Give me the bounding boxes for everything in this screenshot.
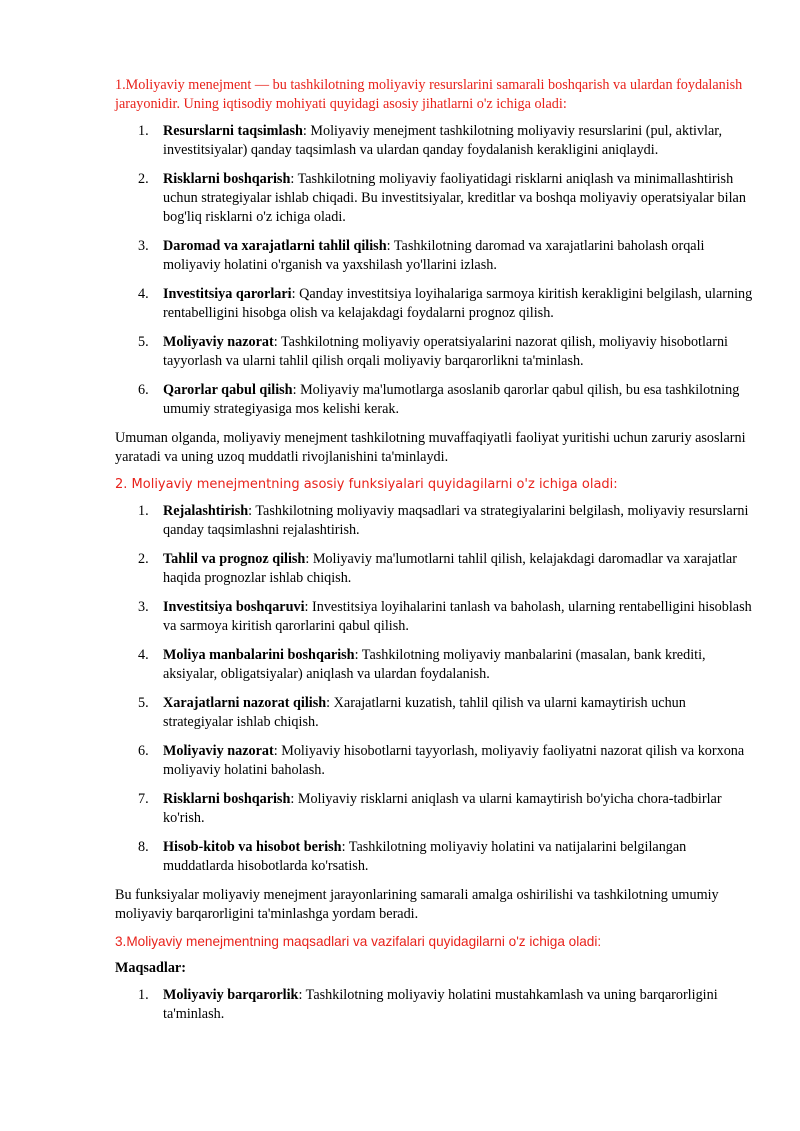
item-text: : Tashkilotning moliyaviy holatini va natijalarini belgilangan muddatlarda hisobotlarda ko'rsatish.: [163, 839, 687, 874]
list-item: 2. Risklarni boshqarish: Tashkilotning moliyaviy faoliyatidagi risklarni aniqlash va minimallashtirish uchun strategiyalar ishlab chiqadi. Bu investitsiyalar, kreditlar va boshqa moliyaviy operatsiyalar bilan bog'liq risklarni o'z ichiga oladi.: [138, 171, 746, 225]
item-term: Hisob-kitob va hisobot berish: [163, 839, 342, 855]
list-item: 5. Moliyaviy nazorat: Tashkilotning moliyaviy operatsiyalarini nazorat qilish, moliyaviy hisobotlarni tayyorlash va ularni tahlil qilish orqali moliyaviy barqarorlikni ta'minlash.: [138, 334, 728, 369]
list-item: 7. Risklarni boshqarish: Moliyaviy risklarni aniqlash va ularni kamaytirish bo'yicha chora-tadbirlar ko'rish.: [138, 791, 722, 826]
item-term: Investitsiya boshqaruvi: [163, 599, 305, 615]
item-term: Rejalashtirish: [163, 503, 249, 519]
document-page: [115, 76, 755, 1034]
section2-list: [115, 502, 755, 876]
item-term: Tahlil va prognoz qilish: [163, 551, 306, 567]
item-term: Moliyaviy nazorat: [163, 334, 274, 350]
item-term: Qarorlar qabul qilish: [163, 382, 293, 398]
item-term: Investitsiya qarorlari: [163, 286, 292, 302]
list-item: 6. Qarorlar qabul qilish: Moliyaviy ma'lumotlarga asoslanib qarorlar qabul qilish, bu esa tashkilotning umumiy strategiyasiga mos kelishi kerak.: [138, 382, 740, 417]
item-text: : Moliyaviy menejment tashkilotning moliyaviy resurslarini (pul, aktivlar, investitsiyalar) qanday taqsimlash va ulardan qanday foydalanish kerakligini aniqlaydi.: [163, 123, 722, 158]
item-term: Risklarni boshqarish: [163, 171, 291, 187]
item-text: : Tashkilotning moliyaviy maqsadlari va strategiyalarini belgilash, moliyaviy resurslarni qanday taqsimlashni rejalashtirish.: [163, 503, 749, 538]
item-text: : Moliyaviy ma'lumotlarga asoslanib qarorlar qabul qilish, bu esa tashkilotning umumiy strategiyasiga mos kelishi kerak.: [163, 382, 740, 417]
list-item: 1. Resurslarni taqsimlash: Moliyaviy menejment tashkilotning moliyaviy resurslarini (pul, aktivlar, investitsiyalar) qanday taqsimlash va ulardan qanday foydalanish kerakligini aniqlaydi.: [138, 123, 722, 158]
section3-subheading: Maqsadlar:: [115, 960, 186, 976]
item-text: : Moliyaviy risklarni aniqlash va ularni kamaytirish bo'yicha chora-tadbirlar ko'rish.: [163, 791, 722, 826]
section3-list: [115, 986, 755, 1024]
list-item: 1. Moliyaviy barqarorlik: Tashkilotning moliyaviy holatini mustahkamlash va uning barqarorligini ta'minlash.: [138, 987, 718, 1022]
list-item: 1. Rejalashtirish: Tashkilotning moliyaviy maqsadlari va strategiyalarini belgilash, moliyaviy resurslarni qanday taqsimlashni rejalashtirish.: [138, 503, 749, 538]
item-term: Daromad va xarajatlarni tahlil qilish: [163, 238, 387, 254]
item-text: : Tashkilotning moliyaviy faoliyatidagi risklarni aniqlash va minimallashtirish uchun strategiyalar ishlab chiqadi. Bu investitsiyalar, kreditlar va boshqa moliyaviy operatsiyalar bilan bog'liq risklarni o'z ichiga oladi.: [163, 171, 746, 225]
section2-heading: 2. Moliyaviy menejmentning asosiy funksiyalari quyidagilarni o'z ichiga oladi:: [115, 477, 618, 492]
item-text: : Qanday investitsiya loyihalariga sarmoya kiritish kerakligini belgilash, ularning rentabelligini hisobga olish va kelajakdagi foydalarni prognoz qilish.: [163, 286, 753, 321]
item-term: Resurslarni taqsimlash: [163, 123, 303, 139]
list-item: 5. Xarajatlarni nazorat qilish: Xarajatlarni kuzatish, tahlil qilish va ularni kamaytirish uchun strategiyalar ishlab chiqish.: [138, 695, 686, 730]
item-text: : Tashkilotning daromad va xarajatlarini baholash orqali moliyaviy holatini o'rganish va yaxshilash yo'llarini izlash.: [163, 238, 705, 273]
section1-heading: 1.Moliyaviy menejment — bu tashkilotning moliyaviy resurslarini samarali boshqarish va ulardan foydalanish jarayonidir. Uning iqtisodiy mohiyati quyidagi asosiy jihatlarni o'z ichiga oladi:: [115, 77, 743, 112]
item-text: : Xarajatlarni kuzatish, tahlil qilish va ularni kamaytirish uchun strategiyalar ishlab chiqish.: [163, 695, 686, 730]
item-text: : Tashkilotning moliyaviy holatini mustahkamlash va uning barqarorligini ta'minlash.: [163, 987, 718, 1022]
item-term: Moliyaviy nazorat: [163, 743, 274, 759]
item-term: Moliya manbalarini boshqarish: [163, 647, 355, 663]
item-term: Xarajatlarni nazorat qilish: [163, 695, 327, 711]
section1-summary: Umuman olganda, moliyaviy menejment tashkilotning muvaffaqiyatli faoliyat yuritishi uchun zaruriy asoslarni yaratadi va uning uzoq muddatli rivojlanishini ta'minlaydi.: [115, 430, 746, 465]
section3-heading: 3.Moliyaviy menejmentning maqsadlari va vazifalari quyidagilarni o'z ichiga oladi:: [115, 934, 602, 949]
section1-list: [115, 122, 755, 419]
item-text: : Investitsiya loyihalarini tanlash va baholash, ularning rentabelligini hisoblash va sarmoya kiritish qarorlarini qabul qilish.: [163, 599, 752, 634]
list-item: 3. Daromad va xarajatlarni tahlil qilish: Tashkilotning daromad va xarajatlarini baholash orqali moliyaviy holatini o'rganish va yaxshilash yo'llarini izlash.: [138, 238, 705, 273]
item-text: : Tashkilotning moliyaviy operatsiyalarini nazorat qilish, moliyaviy hisobotlarni tayyorlash va ularni tahlil qilish orqali moliyaviy barqarorlikni ta'minlash.: [163, 334, 728, 369]
section2-summary: Bu funksiyalar moliyaviy menejment jarayonlarining samarali amalga oshirilishi va tashkilotning umumiy moliyaviy barqarorligini ta'minlashga yordam beradi.: [115, 887, 719, 922]
list-item: 2. Tahlil va prognoz qilish: Moliyaviy ma'lumotlarni tahlil qilish, kelajakdagi daromadlar va xarajatlar haqida prognozlar ishlab chiqish.: [138, 551, 737, 586]
item-term: Risklarni boshqarish: [163, 791, 291, 807]
item-text: : Moliyaviy ma'lumotlarni tahlil qilish, kelajakdagi daromadlar va xarajatlar haqida prognozlar ishlab chiqish.: [163, 551, 737, 586]
list-item: 4. Moliya manbalarini boshqarish: Tashkilotning moliyaviy manbalarini (masalan, bank krediti, aksiyalar, obligatsiyalar) aniqlash va ulardan foydalanish.: [138, 647, 706, 682]
list-item: 8. Hisob-kitob va hisobot berish: Tashkilotning moliyaviy holatini va natijalarini belgilangan muddatlarda hisobotlarda ko'rsatish.: [138, 839, 687, 874]
item-text: : Tashkilotning moliyaviy manbalarini (masalan, bank krediti, aksiyalar, obligatsiyalar) aniqlash va ulardan foydalanish.: [163, 647, 706, 682]
item-text: : Moliyaviy hisobotlarni tayyorlash, moliyaviy faoliyatni nazorat qilish va korxona moliyaviy holatini baholash.: [163, 743, 745, 778]
list-item: 6. Moliyaviy nazorat: Moliyaviy hisobotlarni tayyorlash, moliyaviy faoliyatni nazorat qilish va korxona moliyaviy holatini baholash.: [138, 743, 745, 778]
list-item: 3. Investitsiya boshqaruvi: Investitsiya loyihalarini tanlash va baholash, ularning rentabelligini hisoblash va sarmoya kiritish qarorlarini qabul qilish.: [138, 599, 752, 634]
item-term: Moliyaviy barqarorlik: [163, 987, 299, 1003]
list-item: 4. Investitsiya qarorlari: Qanday investitsiya loyihalariga sarmoya kiritish kerakligini belgilash, ularning rentabelligini hisobga olish va kelajakdagi foydalarni prognoz qilish.: [138, 286, 753, 321]
